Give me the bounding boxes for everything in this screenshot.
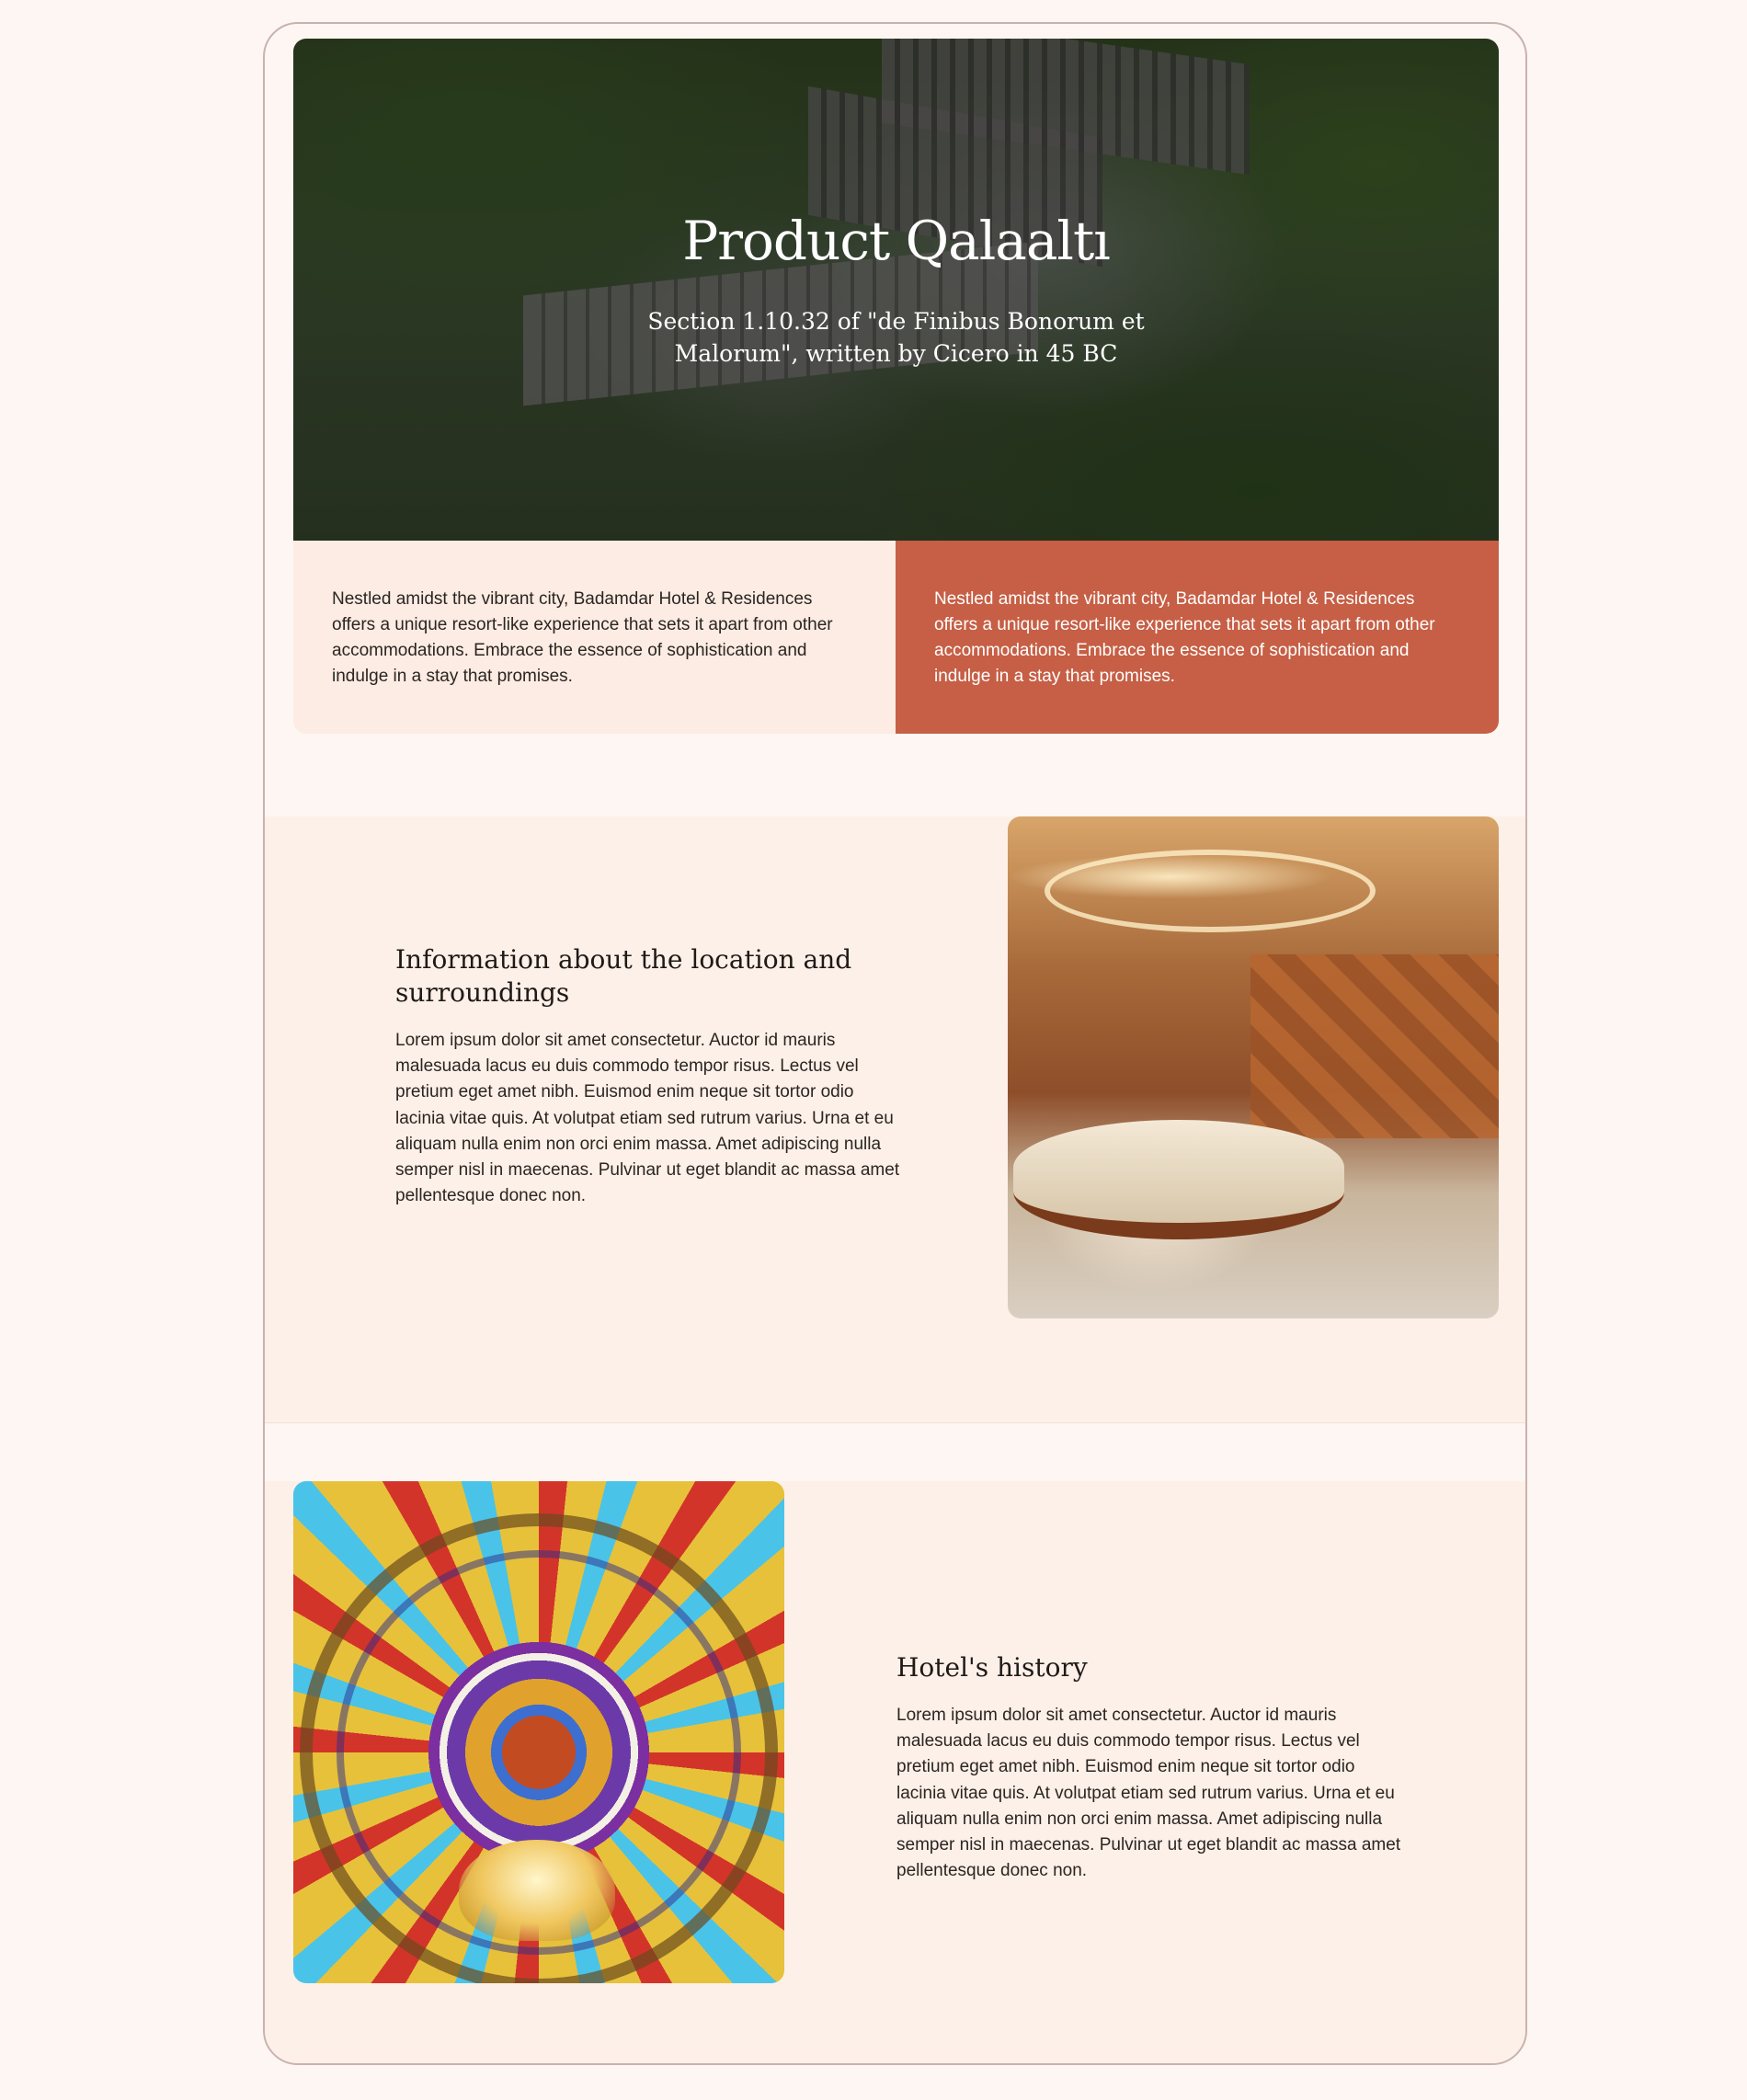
intro-card-right <box>896 541 1499 734</box>
lobby-wall <box>1250 954 1499 1138</box>
hero-subtitle: Section 1.10.32 of "de Finibus Bonorum et Malorum", written by Cicero in 45 BC <box>647 308 1145 367</box>
history-body: Lorem ipsum dolor sit amet consectetur. Auctor id mauris malesuada lacus eu duis commodo tempor risus. Lectus vel pretium eget amet nibh. Euismod enim neque sit tortor odio lacinia vitae quis. At volutpat etiam sed rutrum varius. Urna et eu aliquam nulla enim non orci enim massa. Amet adipiscing nulla semper nisl in maecenas. Pulvinar ut eget blandit ac massa amet pellentesque donec non. <box>896 1706 1401 1881</box>
location-title: Information about the location and surroundings <box>395 944 852 1008</box>
hero-text <box>293 39 1499 541</box>
intro-text-right: Nestled amidst the vibrant city, Badamdar Hotel & Residences offers a unique resort-like experience that sets it apart from other accommodations. Embrace the essence of sophistication and indulge in a stay that promises. <box>934 589 1435 686</box>
lobby-photo <box>1008 816 1499 1318</box>
location-body: Lorem ipsum dolor sit amet consectetur. Auctor id mauris malesuada lacus eu duis commodo tempor risus. Lectus vel pretium eget amet nibh. Euismod enim neque sit tortor odio lacinia vitae quis. At volutpat etiam sed rutrum varius. Urna et eu aliquam nulla enim non orci enim massa. Amet adipiscing nulla semper nisl in maecenas. Pulvinar ut eget blandit ac massa amet pellentesque donec non. <box>395 1031 900 1206</box>
intro-card-left <box>293 541 896 734</box>
chandelier <box>459 1840 615 1941</box>
page-frame <box>263 22 1527 2065</box>
history-title: Hotel's history <box>896 1652 1088 1683</box>
lobby-ceiling-light <box>1045 850 1376 932</box>
hero-banner <box>293 39 1499 541</box>
hero-title: Product Qalaaltı <box>682 210 1110 272</box>
lobby-reception-desk <box>1013 1120 1344 1239</box>
intro-text-left: Nestled amidst the vibrant city, Badamdar Hotel & Residences offers a unique resort-like experience that sets it apart from other accommodations. Embrace the essence of sophistication and indulge in a stay that promises. <box>332 589 833 686</box>
stained-glass-dome-photo <box>293 1481 784 1983</box>
